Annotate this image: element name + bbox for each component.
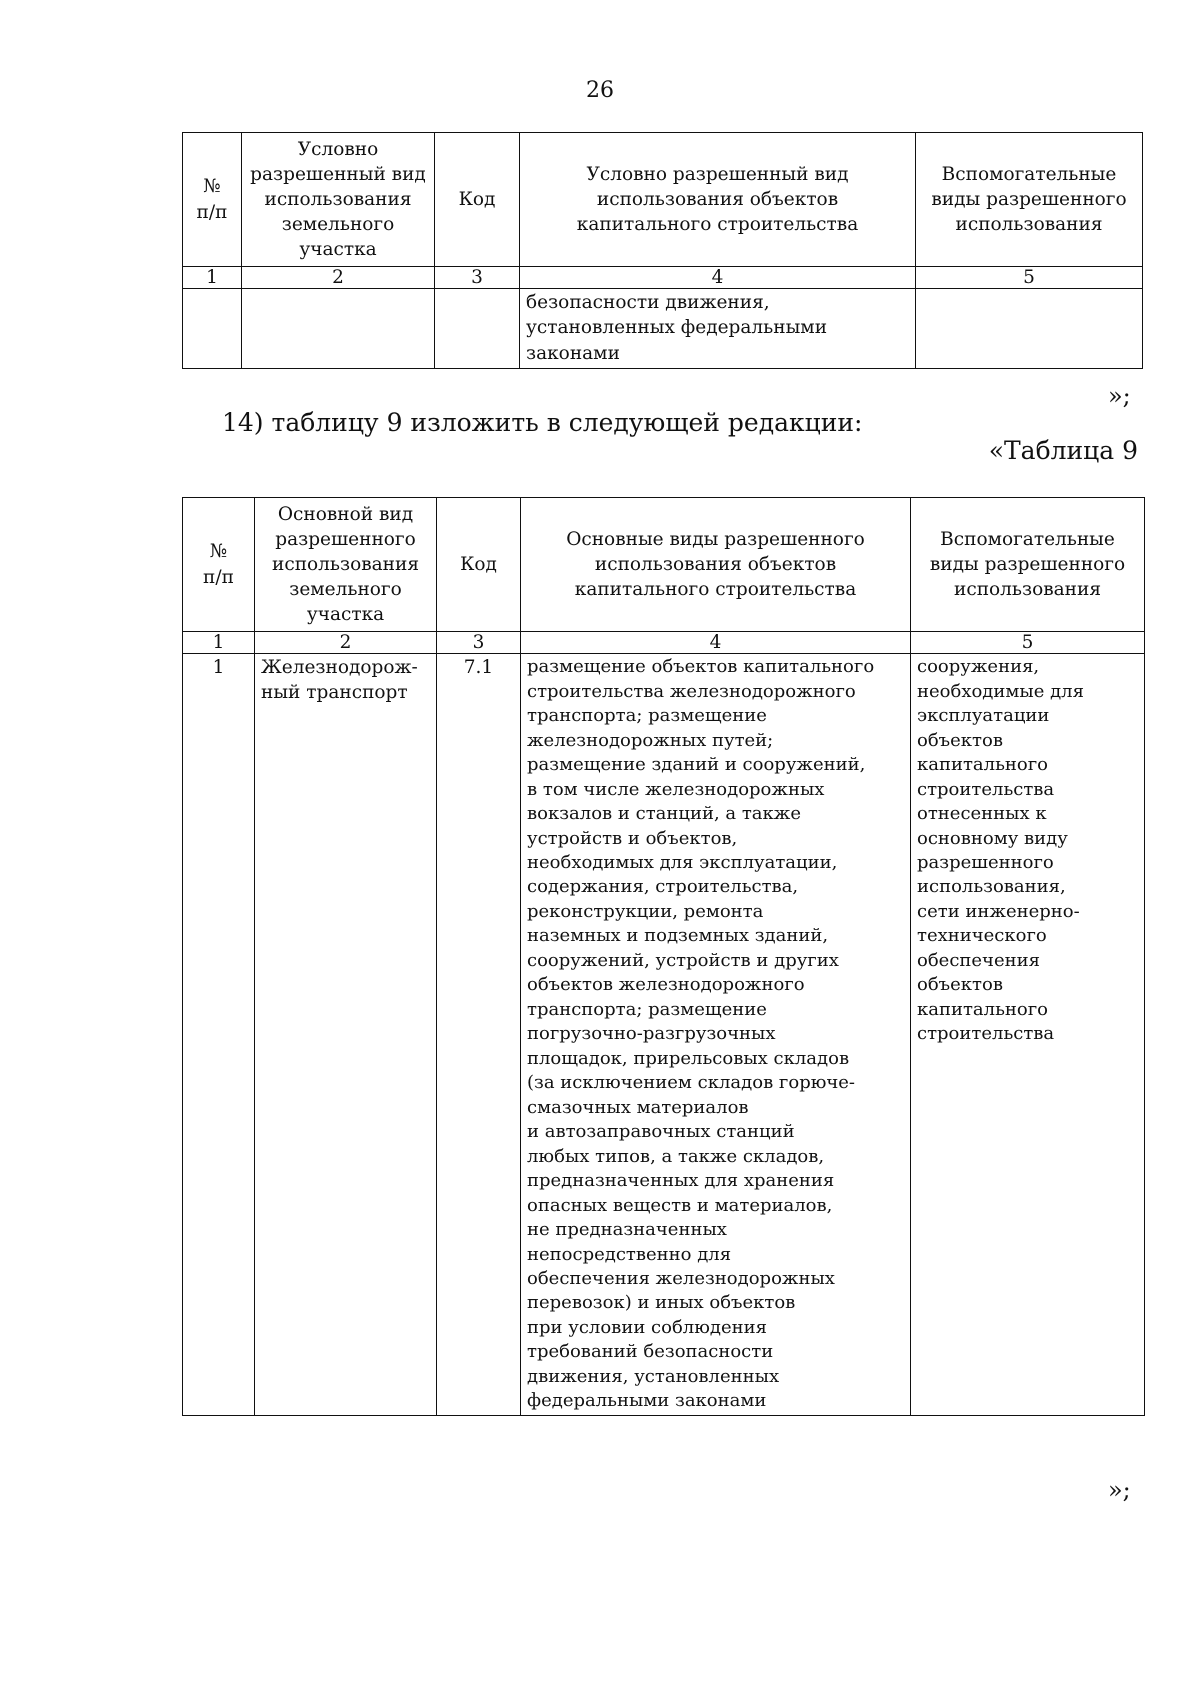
column-number: 1 — [183, 632, 255, 654]
text-line: эксплуатации — [917, 705, 1050, 727]
text-line: земельного — [281, 214, 395, 236]
text-line: п/п — [196, 201, 228, 223]
text-line: устройств и объектов, — [527, 827, 738, 849]
text-line: участка — [306, 604, 385, 626]
text-line: использования — [955, 214, 1103, 236]
text-line: реконструкции, ремонта — [527, 900, 764, 922]
text-line: технического — [917, 925, 1047, 947]
text-line: объектов — [917, 729, 1003, 751]
cell-code — [435, 289, 520, 369]
header-capital-use — [520, 133, 916, 267]
text-line: виды разрешенного — [931, 188, 1127, 210]
text-line: объектов железнодорожного — [527, 974, 805, 996]
text-line: Основной вид — [277, 503, 414, 525]
text-line: объектов — [917, 974, 1003, 996]
text-line: сооружения, — [917, 656, 1040, 678]
text-line: обеспечения — [917, 949, 1040, 971]
text-line: содержания, строительства, — [527, 876, 799, 898]
text-line: железнодорожных путей; — [527, 729, 774, 751]
text-line: разрешенного — [275, 528, 416, 550]
closing-quote: »; — [1108, 1476, 1131, 1504]
cell-auxiliary — [911, 654, 1145, 1416]
text-line: разрешенного — [917, 852, 1054, 874]
instruction-text: 14) таблицу 9 изложить в следующей редакции: — [222, 408, 863, 437]
text-line: Железнодорож- — [261, 657, 418, 679]
text-line: использования объектов — [594, 553, 837, 575]
text-line: не предназначенных — [527, 1219, 727, 1241]
text-line: федеральными законами — [527, 1390, 767, 1412]
text-line: площадок, прирельсовых складов — [527, 1047, 850, 1069]
text-line: ный транспорт — [261, 682, 408, 704]
table-row — [183, 289, 1143, 369]
text-line: требований безопасности — [527, 1341, 774, 1363]
text-line: Условно — [297, 138, 379, 160]
cell-land-use — [242, 289, 435, 369]
cell-code: 7.1 — [437, 654, 521, 1416]
text-line: использования — [272, 553, 419, 575]
table-row — [183, 654, 1145, 1416]
column-number: 4 — [521, 632, 911, 654]
header-num — [183, 498, 255, 632]
text-line: основному виду — [917, 827, 1068, 849]
text-line: земельного — [289, 579, 402, 601]
text-line: опасных веществ и материалов, — [527, 1194, 833, 1216]
text-line: виды разрешенного — [929, 553, 1126, 575]
text-line: капитального — [917, 754, 1049, 776]
header-code: Код — [435, 133, 520, 267]
text-line: № — [209, 541, 228, 563]
text-line: транспорта; размещение — [527, 705, 767, 727]
header-capital-use — [521, 498, 911, 632]
text-line: любых типов, а также складов, — [527, 1145, 825, 1167]
text-line: размещение зданий и сооружений, — [527, 754, 866, 776]
cell-capital-use — [521, 654, 911, 1416]
text-line: законами — [526, 342, 620, 364]
page-number: 26 — [586, 78, 614, 103]
main-use-table — [182, 497, 1145, 1416]
text-line: необходимые для — [917, 680, 1084, 702]
text-line: строительства — [917, 778, 1055, 800]
header-code: Код — [437, 498, 521, 632]
text-line: отнесенных к — [917, 803, 1047, 825]
header-auxiliary — [916, 133, 1143, 267]
cell-num: 1 — [183, 654, 255, 1416]
text-line: капитального — [917, 998, 1049, 1020]
table-caption: «Таблица 9 — [988, 436, 1138, 465]
text-line: участка — [299, 239, 377, 261]
header-land-use — [242, 133, 435, 267]
text-line: непосредственно для — [527, 1243, 732, 1265]
text-line: установленных федеральными — [526, 317, 828, 339]
text-line: обеспечения железнодорожных — [527, 1267, 835, 1289]
text-line: Вспомогательные — [941, 163, 1117, 185]
text-line: Условно разрешенный вид — [586, 163, 849, 185]
column-number: 2 — [242, 267, 435, 289]
header-num — [183, 133, 242, 267]
text-line: использования, — [917, 876, 1066, 898]
text-line: перевозок) и иных объектов — [527, 1292, 796, 1314]
text-line: размещение объектов капитального — [527, 656, 875, 678]
text-line: сети инженерно- — [917, 900, 1080, 922]
text-line: капитального строительства — [576, 214, 859, 236]
column-number: 5 — [916, 267, 1143, 289]
text-line: использования объектов — [596, 188, 839, 210]
column-number-row — [183, 267, 1143, 289]
column-number: 3 — [437, 632, 521, 654]
text-line: и автозаправочных станций — [527, 1121, 795, 1143]
text-line: транспорта; размещение — [527, 998, 767, 1020]
text-line: безопасности движения, — [526, 292, 770, 314]
text-line: Вспомогательные — [940, 528, 1115, 550]
text-line: необходимых для эксплуатации, — [527, 852, 838, 874]
table-header-row — [183, 498, 1145, 632]
text-line: Основные виды разрешенного — [566, 528, 865, 550]
cell-capital-use — [520, 289, 916, 369]
text-line: смазочных материалов — [527, 1096, 749, 1118]
column-number-row — [183, 632, 1145, 654]
text-line: (за исключением складов горюче- — [527, 1072, 856, 1094]
text-line: сооружений, устройств и других — [527, 949, 839, 971]
text-line: строительства — [917, 1023, 1055, 1045]
cell-num — [183, 289, 242, 369]
text-line: разрешенный вид — [250, 163, 426, 185]
text-line: строительства железнодорожного — [527, 680, 856, 702]
column-number: 5 — [911, 632, 1145, 654]
header-land-use — [255, 498, 437, 632]
table-header-row — [183, 133, 1143, 267]
text-line: предназначенных для хранения — [527, 1170, 835, 1192]
text-line: при условии соблюдения — [527, 1316, 767, 1338]
text-line: использования — [954, 579, 1101, 601]
column-number: 2 — [255, 632, 437, 654]
cell-auxiliary — [916, 289, 1143, 369]
text-line: № — [203, 176, 221, 198]
text-line: в том числе железнодорожных — [527, 778, 825, 800]
closing-quote: »; — [1108, 382, 1131, 410]
column-number: 4 — [520, 267, 916, 289]
text-line: погрузочно-разгрузочных — [527, 1023, 776, 1045]
column-number: 3 — [435, 267, 520, 289]
text-line: п/п — [203, 566, 234, 588]
text-line: использования — [264, 188, 412, 210]
text-line: движения, установленных — [527, 1365, 780, 1387]
column-number: 1 — [183, 267, 242, 289]
text-line: наземных и подземных зданий, — [527, 925, 829, 947]
conditional-use-table — [182, 132, 1143, 369]
header-auxiliary — [911, 498, 1145, 632]
text-line: вокзалов и станций, а также — [527, 803, 801, 825]
cell-land-use — [255, 654, 437, 1416]
text-line: капитального строительства — [574, 579, 857, 601]
